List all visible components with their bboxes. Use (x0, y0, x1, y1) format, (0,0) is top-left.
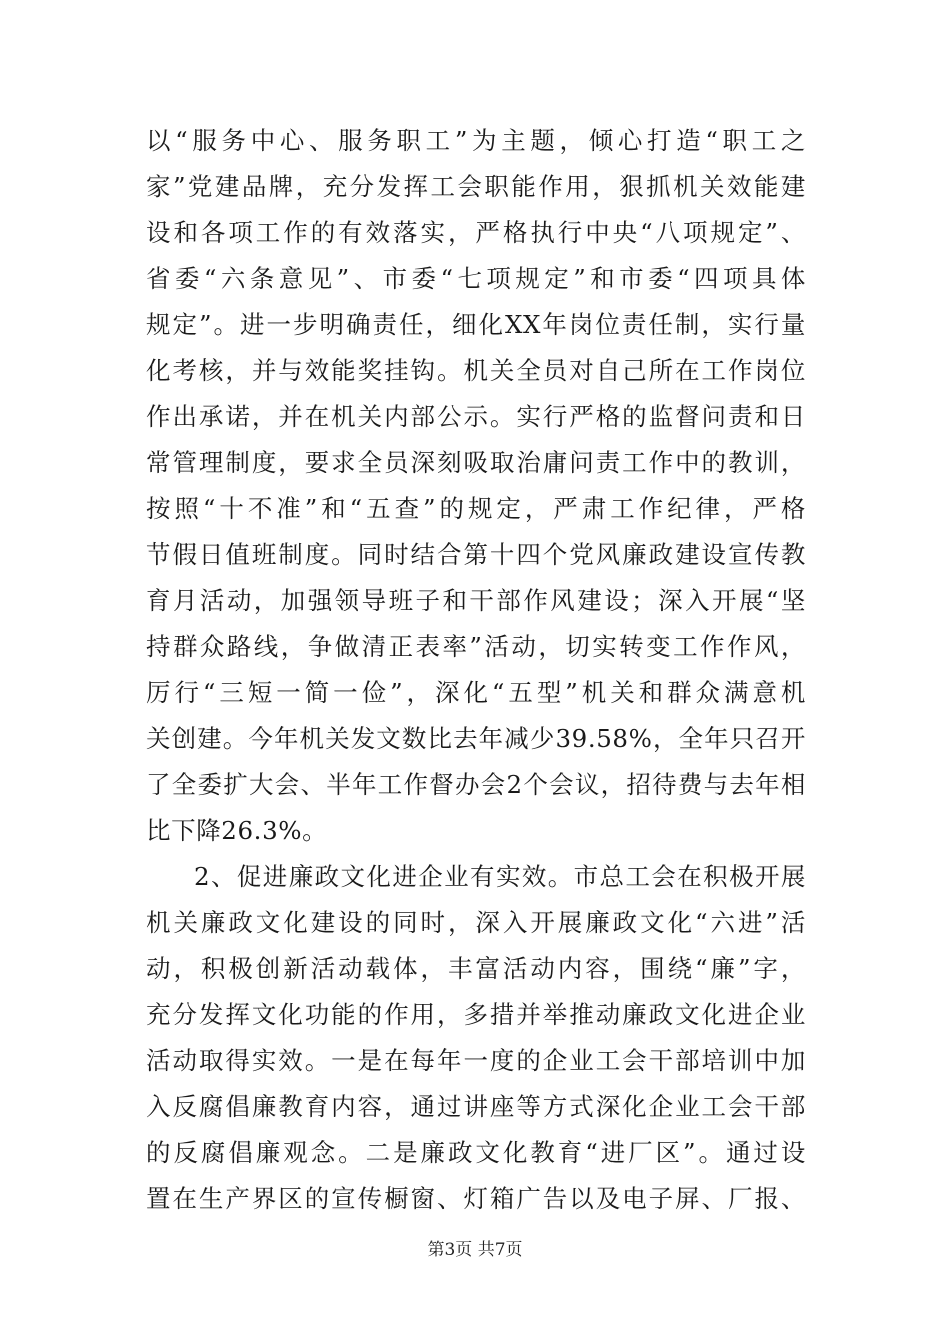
text-line: 以“服务中心、服务职工”为主题，倾心打造“职工之 (146, 126, 806, 155)
text-line: 活动取得实效。一是在每年一度的企业工会干部培训中加 (146, 1046, 806, 1075)
text-line: 了全委扩大会、半年工作督办会2个会议，招待费与去年相 (146, 770, 806, 799)
text-line: 入反腐倡廉教育内容，通过讲座等方式深化企业工会干部 (146, 1092, 806, 1121)
text-line: 机关廉政文化建设的同时，深入开展廉政文化“六进”活 (146, 908, 806, 937)
text-line: 育月活动，加强领导班子和干部作风建设；深入开展“坚 (146, 586, 806, 615)
text-line: 化考核，并与效能奖挂钩。机关全员对自己所在工作岗位 (146, 356, 806, 385)
text-line: 比下降26.3%。 (146, 816, 328, 845)
text-line: 置在生产界区的宣传橱窗、灯箱广告以及电子屏、厂报、 (146, 1184, 806, 1213)
text-line: 常管理制度，要求全员深刻吸取治庸问责工作中的教训， (146, 448, 806, 477)
paragraph-1 (146, 118, 806, 854)
text-line: 作出承诺，并在机关内部公示。实行严格的监督问责和日 (146, 402, 806, 431)
text-line: 的反腐倡廉观念。二是廉政文化教育“进厂区”。通过设 (146, 1138, 806, 1167)
text-line: 充分发挥文化功能的作用，多措并举推动廉政文化进企业 (146, 1000, 806, 1029)
text-line: 节假日值班制度。同时结合第十四个党风廉政建设宣传教 (146, 540, 806, 569)
page-number-footer: 第3页 共7页 (427, 1240, 523, 1260)
text-line: 省委“六条意见”、市委“七项规定”和市委“四项具体 (146, 264, 806, 293)
text-line: 规定”。进一步明确责任，细化XX年岗位责任制，实行量 (146, 310, 806, 339)
text-line: 按照“十不准”和“五查”的规定，严肃工作纪律，严格 (146, 494, 806, 523)
text-line: 关创建。今年机关发文数比去年减少39.58%，全年只召开 (146, 724, 806, 753)
text-line: 厉行“三短一简一俭”，深化“五型”机关和群众满意机 (146, 678, 806, 707)
text-line: 持群众路线，争做清正表率”活动，切实转变工作作风， (146, 632, 806, 661)
text-line: 2、促进廉政文化进企业有实效。市总工会在积极开展 (194, 862, 806, 891)
text-line: 家”党建品牌，充分发挥工会职能作用，狠抓机关效能建 (146, 172, 806, 201)
text-line: 设和各项工作的有效落实，严格执行中央“八项规定”、 (146, 218, 806, 247)
paragraph-2 (146, 854, 806, 1222)
document-body (146, 118, 806, 1222)
text-line: 动，积极创新活动载体，丰富活动内容，围绕“廉”字， (146, 954, 806, 983)
